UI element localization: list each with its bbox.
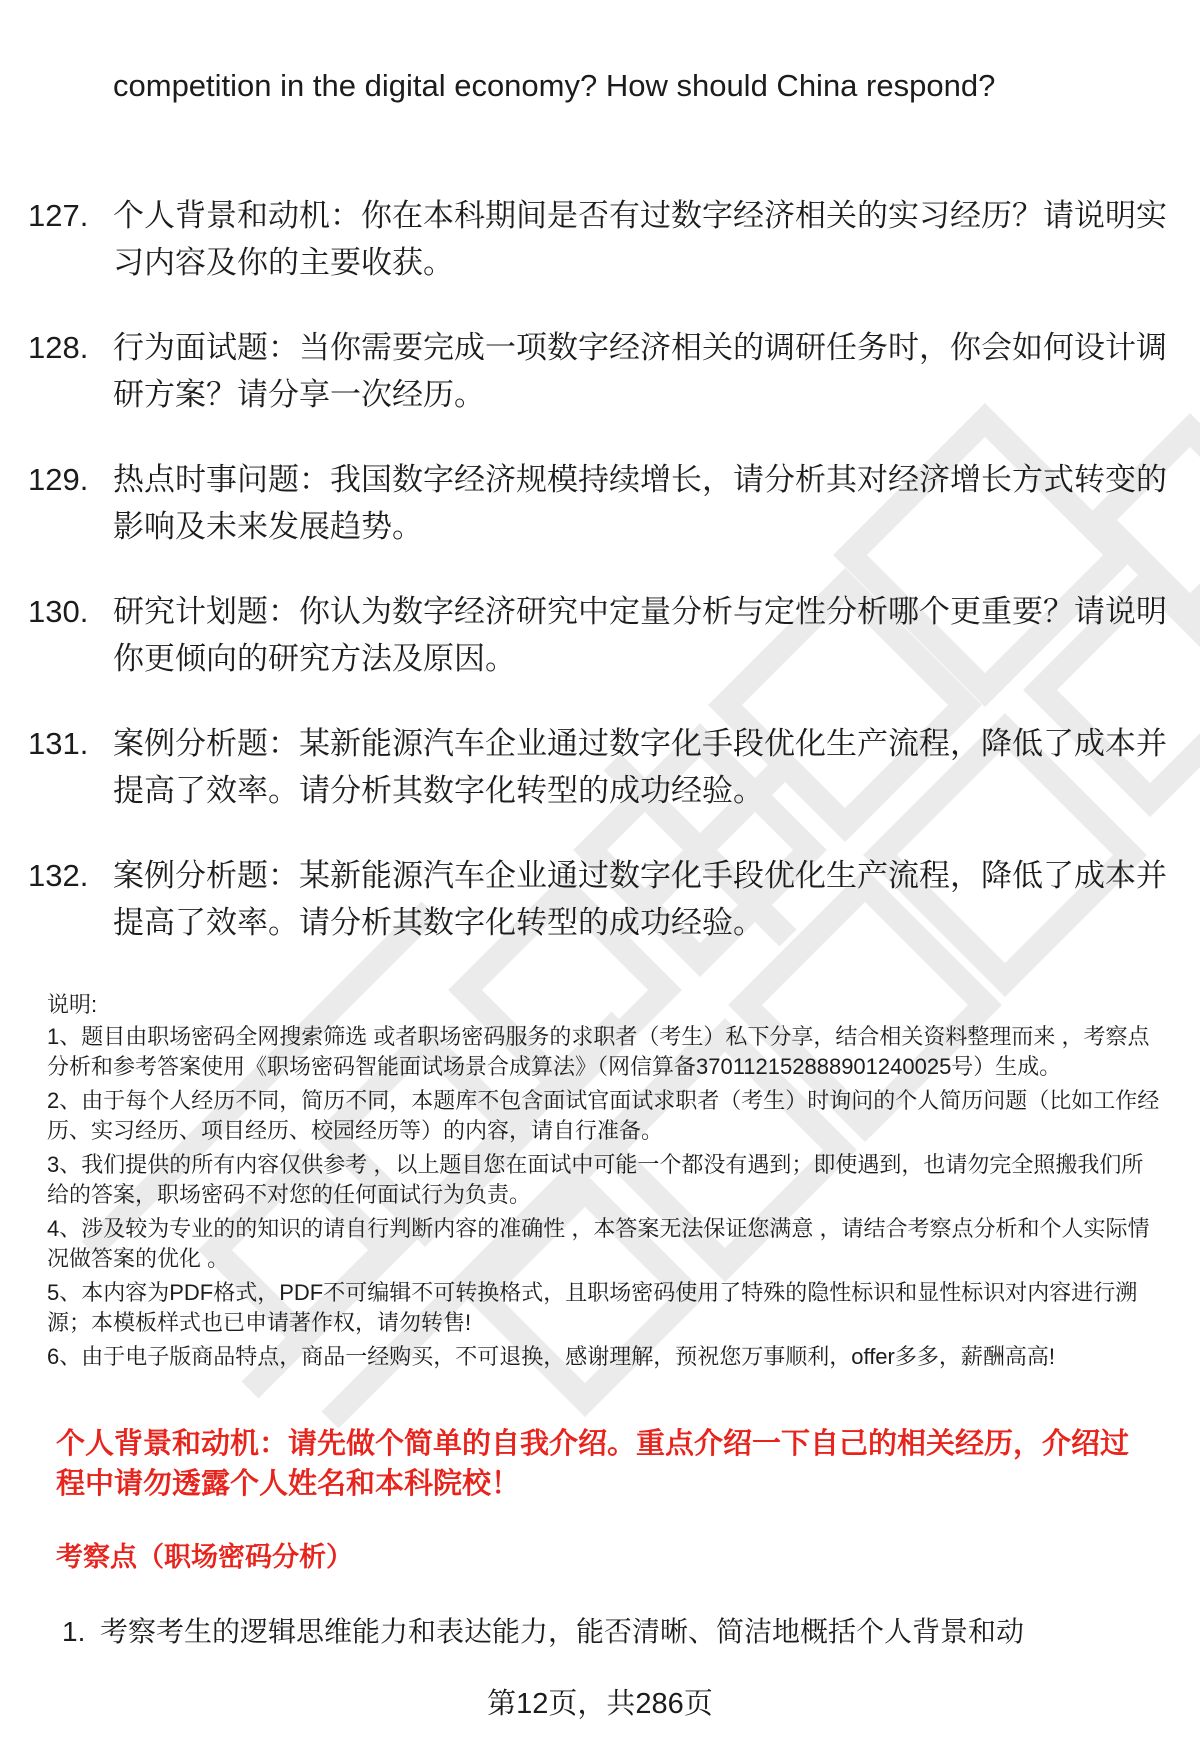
question-list	[0, 192, 1168, 984]
question-text: 行为面试题：当你需要完成一项数字经济相关的调研任务时，你会如何设计调研方案？请分享一次经历。	[113, 330, 1167, 412]
question-text: 个人背景和动机：你在本科期间是否有过数字经济相关的实习经历？请说明实习内容及你的主要收获。	[113, 198, 1167, 280]
question-number: 132.	[28, 858, 89, 893]
question-number: 127.	[28, 198, 89, 233]
note-item-6: 6、由于电子版商品特点，商品一经购买，不可退换，感谢理解，预祝您万事顺利，offer多多，薪酬高高!	[47, 1344, 1055, 1369]
question-item-128	[0, 324, 1168, 418]
note-item-3: 3、我们提供的所有内容仅供参考 ，以上题目您在面试中可能一个都没有遇到；即使遇到，也请勿完全照搬我们所给的答案，职场密码不对您的任何面试行为负责。	[47, 1152, 1144, 1207]
note-item-5: 5、本内容为PDF格式，PDF不可编辑不可转换格式，且职场密码使用了特殊的隐性标识和显性标识对内容进行溯源；本模板样式也已申请著作权，请勿转售!	[47, 1280, 1138, 1335]
question-number: 129.	[28, 462, 89, 497]
analysis-item-number: 1.	[62, 1616, 86, 1647]
note-item-2: 2、由于每个人经历不同，简历不同，本题库不包含面试官面试求职者（考生）时询问的个人简历问题（比如工作经历、实习经历、项目经历、校园经历等）的内容，请自行准备。	[47, 1088, 1160, 1143]
question-item-130	[0, 588, 1168, 682]
analysis-heading: 考察点（职场密码分析）	[56, 1542, 353, 1572]
notes-title: 说明:	[47, 992, 98, 1017]
notes-section	[47, 990, 1160, 1376]
analysis-item-text: 考察考生的逻辑思维能力和表达能力，能否清晰、简洁地概括个人背景和动	[100, 1616, 1025, 1647]
question-item-127	[0, 192, 1168, 286]
analysis-item	[62, 1612, 1162, 1652]
question-text: 热点时事问题：我国数字经济规模持续增长，请分析其对经济增长方式转变的影响及未来发展趋势。	[113, 462, 1167, 544]
note-item-4: 4、涉及较为专业的的知识的请自行判断内容的准确性 ，本答案无法保证您满意 ，请结合考察点分析和个人实际情况做答案的优化 。	[47, 1216, 1150, 1271]
question-text: 研究计划题：你认为数字经济研究中定量分析与定性分析哪个更重要？请说明你更倾向的研究方法及原因。	[113, 594, 1167, 676]
highlight-question: 个人背景和动机：请先做个简单的自我介绍。重点介绍一下自己的相关经历，介绍过程中请勿透露个人姓名和本科院校！	[56, 1428, 1130, 1500]
question-text: 案例分析题：某新能源汽车企业通过数字化手段优化生产流程，降低了成本并提高了效率。请分析其数字化转型的成功经验。	[113, 726, 1167, 808]
question-item-132	[0, 852, 1168, 946]
page-footer: 第12页，共286页	[487, 1688, 713, 1720]
question-item-129	[0, 456, 1168, 550]
question-number: 130.	[28, 594, 89, 629]
note-item-1: 1、题目由职场密码全网搜索筛选 或者职场密码服务的求职者（考生）私下分享，结合相关资料整理而来 ，考察点分析和参考答案使用《职场密码智能面试场景合成算法》（网信算备370112152888901240025号）生成。	[47, 1024, 1150, 1079]
question-number: 131.	[28, 726, 89, 761]
question-item-131	[0, 720, 1168, 814]
question-continuation-text: competition in the digital economy? How should China respond?	[113, 68, 996, 103]
question-number: 128.	[28, 330, 89, 365]
question-text: 案例分析题：某新能源汽车企业通过数字化手段优化生产流程，降低了成本并提高了效率。请分析其数字化转型的成功经验。	[113, 858, 1167, 940]
